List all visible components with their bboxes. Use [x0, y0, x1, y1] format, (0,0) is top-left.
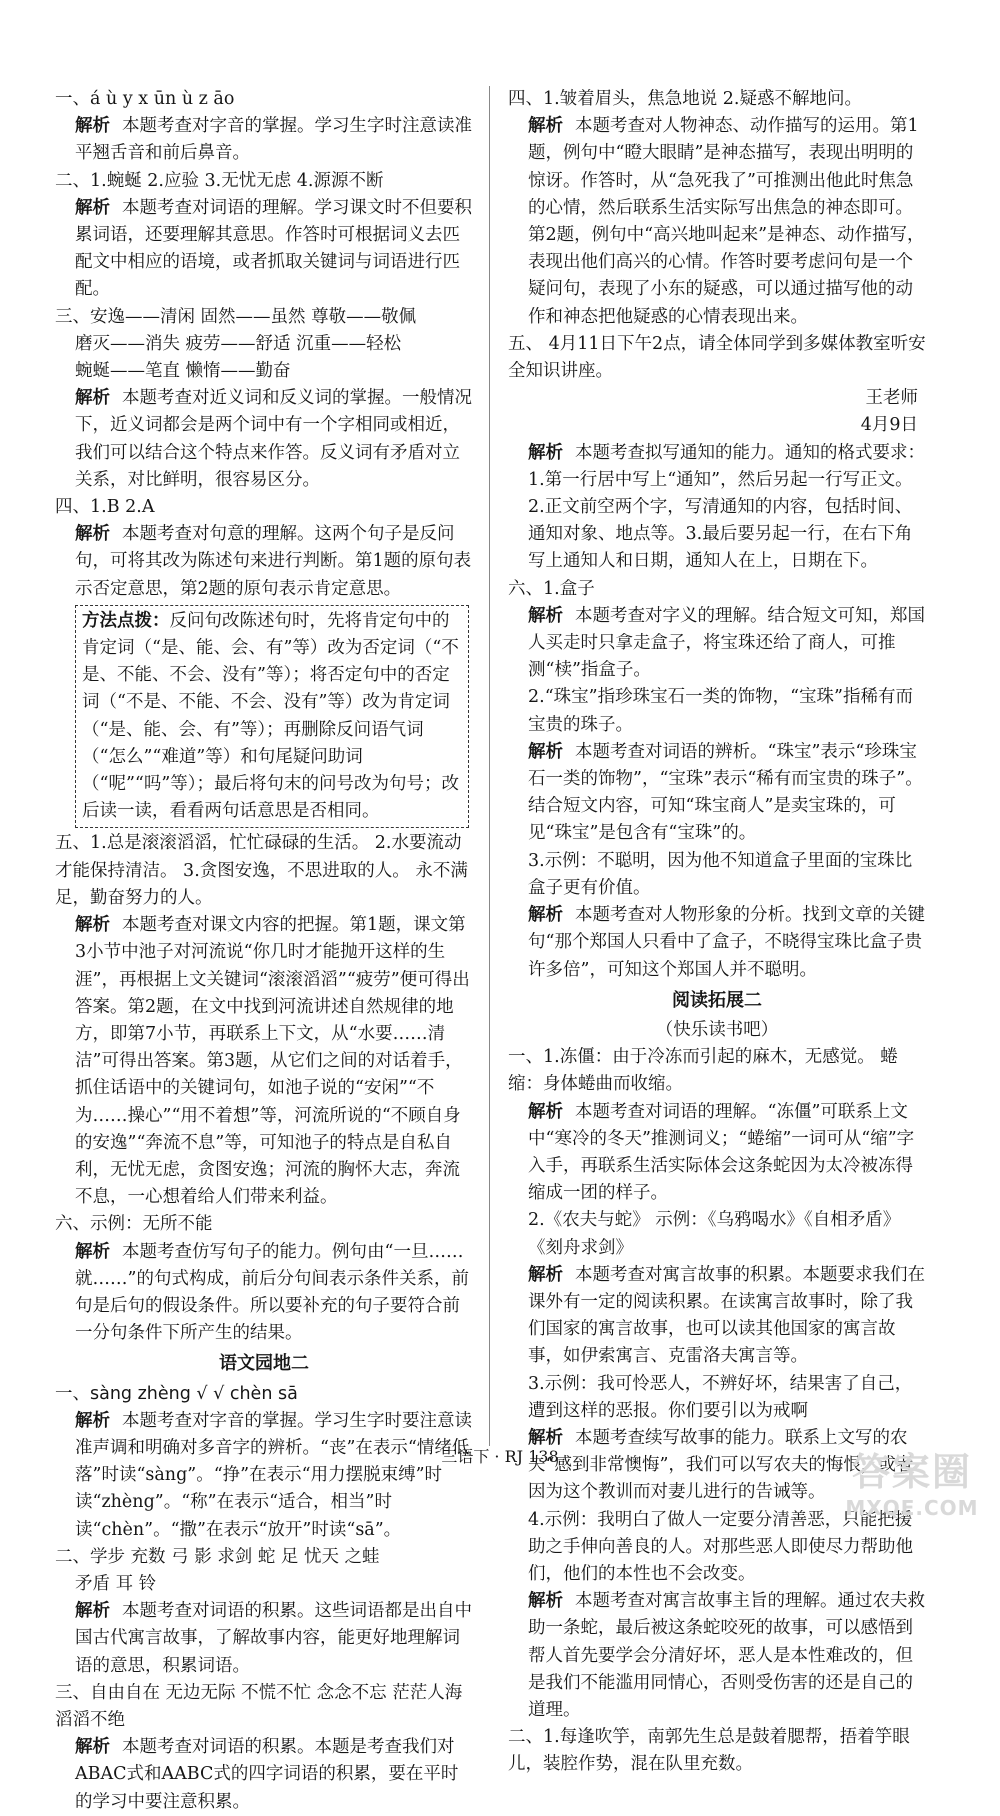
watermark-bottom: MXQE.COM	[845, 1496, 979, 1520]
analysis-label: 解析	[528, 741, 563, 762]
answer-line	[55, 830, 473, 912]
analysis-paragraph	[508, 113, 926, 331]
analysis-label: 解析	[528, 1591, 563, 1612]
footer-text: 三语下 · RJ 138	[441, 1447, 559, 1466]
paragraph-text: 3.示例：不聪明，因为他不知道盒子里面的宝珠比盒子更有价值。	[528, 850, 913, 898]
analysis-paragraph	[55, 1408, 473, 1544]
tip-title: 方法点拨：	[82, 610, 170, 631]
watermark-top: 答案圈	[851, 1450, 972, 1494]
answer-line	[508, 1724, 926, 1778]
column-divider	[489, 86, 490, 1446]
paragraph-text: 本题考查对人物神态、动作描写的运用。第1题，例句中“瞪大眼睛”是神态描写，表现出明明的惊讶。作答时，从“急死我了”可推测出他此时焦急的心情，然后联系生活实际写出焦急的神态即可。第2题，例句中“高兴地叫起来”是神态、动作描写，表现出他们高兴的心情。作答时要考虑问句是一个疑问句，表现了小东的疑惑，可以通过描写他的动作和神态把他疑惑的心情表现出来。	[528, 116, 925, 327]
section-subheading-reading: （快乐读书吧）	[655, 1019, 779, 1040]
analysis-paragraph	[508, 902, 926, 984]
analysis-paragraph	[508, 1099, 926, 1208]
analysis-label: 解析	[528, 1264, 563, 1285]
answer-line	[55, 1381, 473, 1408]
answer-line	[55, 304, 473, 331]
watermark-logo	[832, 1448, 992, 1528]
analysis-label: 解析	[75, 197, 110, 218]
paragraph-text: 2.《农夫与蛇》 示例：《乌鸦喝水》《自相矛盾》《刻舟求剑》	[528, 1210, 901, 1258]
analysis-paragraph	[508, 603, 926, 685]
answer-line	[55, 1544, 473, 1571]
analysis-label: 解析	[528, 442, 563, 463]
analysis-paragraph	[508, 1588, 926, 1724]
paragraph-text: 一、1.冻僵：由于冷冻而引起的麻木，无感觉。 蜷缩：身体蜷曲而收缩。	[508, 1047, 898, 1095]
paragraph-text: 六、示例：无所不能	[55, 1214, 213, 1235]
paragraph-text: 一、á ù y x ūn ù z āo	[55, 89, 235, 109]
analysis-paragraph	[508, 1262, 926, 1371]
analysis-label: 解析	[75, 915, 110, 936]
analysis-label: 解析	[528, 116, 563, 137]
section-heading-yuwen: 语文园地二	[219, 1353, 309, 1375]
paragraph-text: 五、1.总是滚滚滔滔，忙忙碌碌的生活。 2.水要流动才能保持清洁。 3.贪图安逸，不思进取的人。 永不满足，勤奋努力的人。	[55, 833, 468, 908]
answer-line	[508, 684, 926, 738]
answer-line	[508, 1371, 926, 1425]
analysis-label: 解析	[75, 1601, 110, 1622]
analysis-paragraph	[55, 1239, 473, 1348]
paragraph-text: 本题考查对近义词和反义词的掌握。一般情况下，近义词都会是两个词中有一个字相同或相近，我们可以结合这个特点来作答。反义词有矛盾对立关系，对比鲜明，很容易区分。	[75, 388, 472, 490]
paragraph-text: 本题考查对字音的掌握。学习生字时注意读准平翘舌音和前后鼻音。	[75, 116, 472, 164]
paragraph-text: 本题考查对字义的理解。结合短文可知，郑国人买走时只拿走盒子，将宝珠还给了商人，可推测“椟”指盒子。	[528, 605, 925, 681]
paragraph-text: 三、安逸——清闲 固然——虽然 尊敬——敬佩	[55, 306, 417, 327]
paragraph-text: 本题考查对寓言故事的积累。本题要求我们在课外有一定的阅读积累。在读寓言故事时，除了我们国家的寓言故事，也可以读其他国家的寓言故事，如伊索寓言、克雷洛夫寓言等。	[528, 1264, 925, 1367]
paragraph-text: 本题考查仿写句子的能力。例句由“一旦……就……”的句式构成，前后分句间表示条件关系，前句是后句的假设条件。所以要补充的句子要符合前一分句条件下所产生的结果。	[75, 1241, 469, 1344]
analysis-paragraph	[508, 739, 926, 848]
section-heading-reading: 阅读拓展二	[672, 989, 762, 1011]
answer-line	[508, 1207, 926, 1261]
paragraph-text: 四、1.B 2.A	[55, 497, 155, 518]
answer-line	[55, 1680, 473, 1734]
analysis-paragraph	[508, 440, 926, 576]
paragraph-text: 4.示例：我明白了做人一定要分清善恶，只能把援助之手伸向善良的人。对那些恶人即使尽力帮助他们，他们的本性也不会改变。	[528, 1509, 913, 1584]
analysis-label: 解析	[528, 1101, 563, 1122]
paragraph-text: 六、1.盒子	[508, 578, 595, 599]
analysis-paragraph	[55, 521, 473, 603]
paragraph-text: 矛盾 耳 铃	[75, 1573, 157, 1594]
paragraph-text: 五、 4月11日下午2点，请全体同学到多媒体教室听安全知识讲座。	[508, 333, 926, 382]
paragraph-text: 本题考查对词语的辨析。“珠宝”表示“珍珠宝石一类的饰物”，“宝珠”表示“稀有而宝贵的珠子”。结合短文内容，可知“珠宝商人”是卖宝珠的，可见“珠宝”是包含有“宝珠”的。	[528, 741, 923, 844]
answer-line	[508, 1044, 926, 1098]
paragraph-text: 四、1.皱着眉头，焦急地说 2.疑惑不解地问。	[508, 89, 862, 109]
answer-line	[508, 576, 926, 603]
analysis-label: 解析	[75, 1737, 110, 1758]
answer-line	[55, 86, 473, 113]
analysis-label: 解析	[528, 905, 563, 926]
analysis-label: 解析	[75, 388, 110, 409]
paragraph-text: 一、sàng zhèng √ √ chèn sā	[55, 1383, 298, 1404]
analysis-label: 解析	[528, 605, 563, 626]
paragraph-text: 二、学步 充数 弓 影 求剑 蛇 足 忧天 之蛙	[55, 1546, 380, 1567]
paragraph-text: 本题考查对词语的积累。这些词语都是出自中国古代寓言故事，了解故事内容，能更好地理解词语的意思，积累词语。	[75, 1601, 472, 1676]
paragraph-text: 蜿蜒——笔直 懒惰——勤奋	[75, 361, 291, 382]
analysis-paragraph	[55, 113, 473, 167]
notice-signature: 王老师	[865, 388, 918, 409]
paragraph-text: 本题考查对词语的理解。学习课文时不但要积累词语，还要理解其意思。作答时可根据词义去匹配文中相应的语境，或者抓取关键词与词语进行匹配。	[75, 197, 472, 300]
analysis-label: 解析	[75, 1410, 110, 1431]
analysis-paragraph	[55, 1598, 473, 1680]
answer-line	[55, 331, 473, 358]
paragraph-text: 本题考查拟写通知的能力。通知的格式要求：1.第一行居中写上“通知”，然后另起一行写正文。2.正文前空两个字，写清通知的内容，包括时间、通知对象、地点等。3.最后要另起一行，在右下角写上通知人和日期，通知人在上，日期在下。	[528, 442, 925, 572]
paragraph-text: 本题考查对字音的掌握。学习生字时要注意读准声调和明确对多音字的辨析。“丧”在表示“情绪低落”时读“sàng”。“挣”在表示“用力摆脱束缚”时读“zhèng”。“称”在表示“适合，相当”时读“chèn”。“撒”在表示“放开”时读“sā”。	[75, 1410, 472, 1540]
answer-line	[55, 1211, 473, 1238]
analysis-paragraph	[55, 912, 473, 1211]
analysis-label: 解析	[75, 1241, 110, 1262]
analysis-paragraph	[55, 1734, 473, 1816]
answer-line	[508, 848, 926, 902]
paragraph-text: 二、1.蜿蜒 2.应验 3.无忧无虑 4.源源不断	[55, 170, 384, 191]
analysis-label: 解析	[75, 524, 110, 545]
analysis-label: 解析	[528, 1427, 563, 1448]
tip-text: 反问句改陈述句时，先将肯定句中的肯定词（“是、能、会、有”等）改为否定词（“不是、不能、不会、没有”等）；将否定句中的否定词（“不是、不能、不会、没有”等）改为肯定词（“是、能、会、有”等）；再删除反问语气词（“怎么”“难道”等）和句尾疑问助词（“呢”“吗”等）；最后将句末的问号改为句号；改后读一读，看看两句话意思是否相同。	[82, 610, 460, 822]
paragraph-text: 二、1.每逢吹竽，南郭先生总是鼓着腮帮，捂着竽眼儿，装腔作势，混在队里充数。	[508, 1727, 910, 1775]
answer-line	[508, 86, 926, 113]
paragraph-text: 本题考查续写故事的能力。联系上文写的农夫“感到非常懊悔”，我们可以写农夫的悔恨，或者因为这个教训而对妻儿进行的告诫等。	[528, 1427, 914, 1503]
left-column	[55, 86, 473, 1816]
answer-line	[55, 168, 473, 195]
method-tip-box	[75, 605, 469, 829]
answer-line	[55, 494, 473, 521]
paragraph-text: 本题考查对寓言故事主旨的理解。通过农夫救助一条蛇，最后被这条蛇咬死的故事，可以感悟到帮人首先要学会分清好坏，恶人是本性难改的，但是我们不能滥用同情心，否则受伤害的还是自己的道理。	[528, 1591, 925, 1720]
paragraph-text: 磨灭——消失 疲劳——舒适 沉重——轻松	[75, 333, 402, 354]
paragraph-text: 3.示例：我可怜恶人，不辨好坏，结果害了自己，遭到这样的恶报。你们要引以为戒啊	[528, 1373, 913, 1421]
analysis-paragraph	[55, 385, 473, 494]
paragraph-text: 三、自由自在 无边无际 不慌不忙 念念不忘 茫茫人海 滔滔不绝	[55, 1682, 463, 1730]
paragraph-text: 本题考查对句意的理解。这两个句子是反问句，可将其改为陈述句来进行判断。第1题的原句表示否定意思，第2题的原句表示肯定意思。	[75, 524, 472, 599]
paragraph-text: 2.“珠宝”指珍珠宝石一类的饰物，“宝珠”指稀有而宝贵的珠子。	[528, 687, 913, 735]
paragraph-text: 本题考查对词语的理解。“冻僵”可联系上文中“寒冷的冬天”推测词义；“蜷缩”一词可从“缩”字入手，再联系生活实际体会这条蛇因为太冷被冻得缩成一团的样子。	[528, 1101, 915, 1204]
analysis-paragraph	[55, 195, 473, 304]
answer-line	[55, 358, 473, 385]
paragraph-text: 本题考查对词语的积累。本题是考查我们对ABAC式和AABC式的四字词语的积累，要在平时的学习中要注意积累。	[75, 1737, 459, 1812]
answer-line	[508, 331, 926, 385]
paragraph-text: 本题考查对课文内容的把握。第1题，课文第3小节中池子对河流说“你几时才能抛开这样的生涯”，再根据上文关键词“滚滚滔滔”“疲劳”便可得出答案。第2题，在文中找到河流讲述自然规律的地方，即第7小节，再联系上下文，从“水要……清洁”可得出答案。第3题，从它们之间的对话着手，抓住话语中的关键词句，如池子说的“安闲”“不为……操心”“用不着想”等，河流所说的“不顾自身的安逸”“奔流不息”等，可知池子的特点是自私自利，无忧无虑，贪图安逸；河流的胸怀大志，奔流不息，一心想着给人们带来利益。	[75, 915, 470, 1208]
answer-line	[55, 1571, 473, 1598]
analysis-label: 解析	[75, 116, 110, 137]
notice-date: 4月9日	[860, 415, 918, 436]
paragraph-text: 本题考查对人物形象的分析。找到文章的关键句“那个郑国人只看中了盒子，不晓得宝珠比盒子贵许多倍”，可知这个郑国人并不聪明。	[528, 905, 925, 980]
